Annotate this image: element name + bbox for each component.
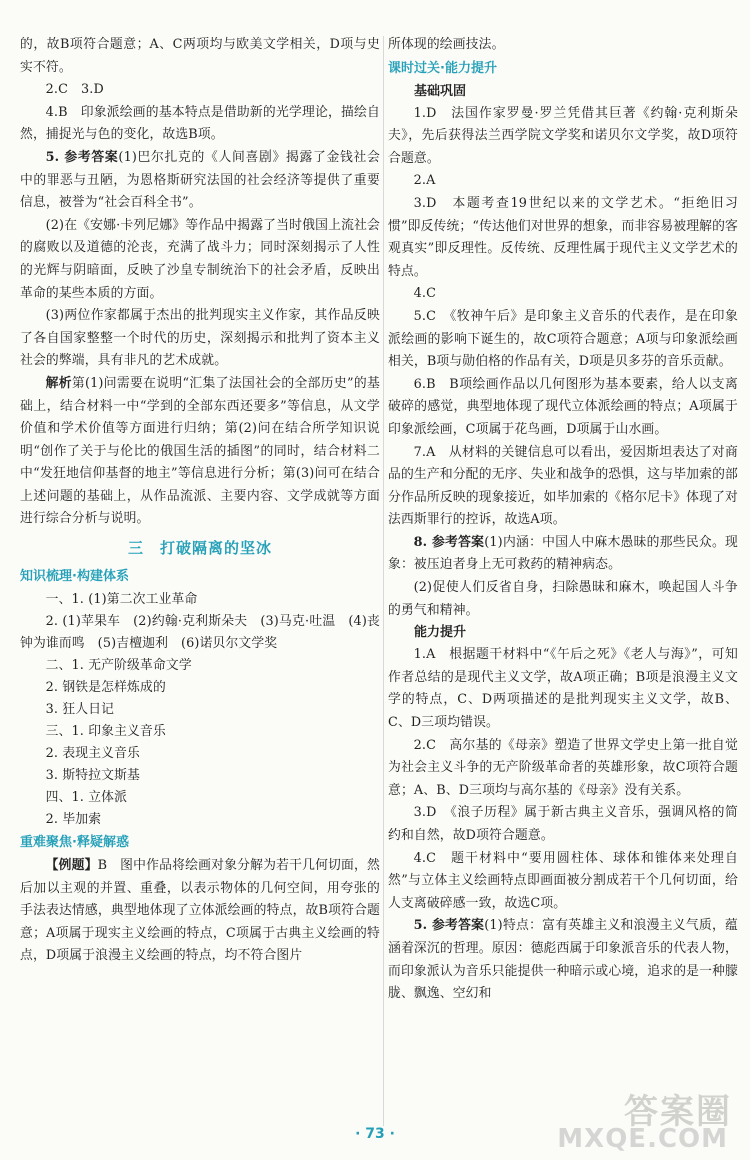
knowledge-item: 3. 狂人日记 xyxy=(45,702,115,718)
basic-answer: 1.D 法国作家罗曼·罗兰凭借其巨著《约翰·克利斯朵夫》，先后获得法兰西学院文学奖和诺贝尔文学奖，故D项符合题意。 xyxy=(388,105,738,166)
basic-answer: 7.A 从材料的关键信息可以看出，爱因斯坦表达了对商品的生产和分配的无序、失业和战争的恐惧，这与毕加索的部分作品所反映的现象接近，如毕加索的《格尔尼卡》体现了对法西斯罪行的控诉，故选A项。 xyxy=(388,444,738,528)
ability-answer: 1.A 根据题干材料中“《午后之死》《老人与海》”，可知作者总结的是现代主义文学，故A项正确；B项是浪漫主义文学的特点，C、D两项描述的是批判现实主义文学，故B、C、D三项均错误。 xyxy=(388,647,738,731)
knowledge-item: 三、1. 印象主义音乐 xyxy=(45,724,166,740)
ability-answer-5 xyxy=(388,915,738,1005)
knowledge-item: 2. 毕加索 xyxy=(45,812,102,828)
watermark-url: MXQE.COM xyxy=(557,1124,728,1154)
focus-heading: 重难聚焦·释疑解惑 xyxy=(20,835,129,851)
basic-answer-8-text: (1)内涵：中国人中麻木愚昧的那些民众。现象：被压迫者身上无可救药的精神病态。 xyxy=(388,534,738,573)
answer-5-label: 5. 参考答案 xyxy=(45,149,119,165)
left-column xyxy=(20,34,380,968)
example-text: B 图中作品将绘画对象分解为若干几何切面，然后加以主观的并置、重叠，以表示物体的几何空间，用夸张的手法表达情感，典型地体现了立体派绘画的特点，故B项符合题意；A项属于现实主义绘画的特点，C项属于古典主义绘画的特点，D项属于浪漫主义绘画的特点，均不符合图片 xyxy=(20,858,380,964)
basic-answer-8-label: 8. 参考答案 xyxy=(413,534,485,550)
knowledge-item: 二、1. 无产阶级革命文学 xyxy=(45,658,192,674)
analysis-text: 第(1)问需要在说明“汇集了法国社会的全部历史”的基础上，结合材料一中“学到的全部东西还要多”等信息，从文学价值和学术价值等方面进行归纳；第(2)问在结合所学知识说明“创作了关于与伦比的俄国生活的插图”的同时，结合材料二中“发狂地信仰基督的地主”等信息进行分析；第(3)问可在结合上述问题的基础上，从作品流派、主要内容、文学成就等方面进行综合分析与说明。 xyxy=(20,375,380,527)
continued-text: 所体现的绘画技法。 xyxy=(388,37,505,52)
practice-heading: 课时过关·能力提升 xyxy=(388,60,497,76)
basic-answer-8-part-2: (2)促使人们反省自身，扫除愚昧和麻木，唤起国人斗争的勇气和精神。 xyxy=(388,580,738,618)
knowledge-item: 3. 斯特拉文斯基 xyxy=(45,768,141,784)
ability-answer: 3.D 《浪子历程》属于新古典主义音乐，强调风格的简约和自然，故D项符合题意。 xyxy=(388,805,738,843)
analysis-label: 解析 xyxy=(45,375,72,391)
left-para-1: 的，故B项符合题意；A、C两项均与欧美文学相关，D项与史实不符。 xyxy=(20,37,380,75)
answer-2-3: 2.C 3.D xyxy=(45,82,104,98)
knowledge-item: 2. 表现主义音乐 xyxy=(45,746,141,762)
knowledge-item: 2. (1)苹果车 (2)约翰·克利斯朵夫 (3)马克·吐温 (4)丧钟为谁而鸣 (5)吉檀迦利 (6)诺贝尔文学奖 xyxy=(20,614,380,652)
basic-answer: 3.D 本题考查19世纪以来的文学艺术。“拒绝旧习惯”即反传统；“传达他们对世界的想象，而非容易被理解的客观真实”即反理性。反传统、反理性属于现代主义文学艺术的特点。 xyxy=(388,195,739,279)
knowledge-item: 四、1. 立体派 xyxy=(45,790,128,806)
knowledge-heading: 知识梳理·构建体系 xyxy=(20,569,129,585)
example xyxy=(20,855,380,968)
basic-answer: 4.C xyxy=(413,286,437,302)
ability-answer-5-text: (1)特点：富有英雄主义和浪漫主义气质，蕴涵着深沉的哲理。原因：德彪西属于印象派音乐的代表人物，而印象派认为音乐只能提供一种暗示或心境，追求的是一种朦胧、飘逸、空幻和 xyxy=(388,918,738,1002)
answer-5-part-1 xyxy=(20,147,380,215)
basic-heading: 基础巩固 xyxy=(414,83,467,99)
column-divider xyxy=(383,36,384,1126)
answer-4: 4.B 印象派绘画的基本特点是借助新的光学理论，描绘自然，捕捉光与色的变化，故选B项。 xyxy=(20,104,380,143)
ability-answer: 2.C 高尔基的《母亲》塑造了世界文学史上第一批自觉为社会主义斗争的无产阶级革命者的英雄形象，故C项符合题意；A、B、D三项均与高尔基的《母亲》没有关系。 xyxy=(388,737,738,798)
page-number: · 73 · xyxy=(355,1126,395,1142)
ability-answer-5-label: 5. 参考答案 xyxy=(413,918,485,934)
answer-5-part-2: (2)在《安娜·卡列尼娜》等作品中揭露了当时俄国上流社会的腐败以及道德的沦丧，充满了战斗力；同时深刻揭示了人性的光辉与阴暗面，反映了沙皇专制统治下的社会矛盾，反映出革命的某些本质的方面。 xyxy=(20,217,380,301)
basic-answer: 5.C 《牧神午后》是印象主义音乐的代表作，是在印象派绘画的影响下诞生的，故C项符合题意；A项与印象派绘画相关，B项与勋伯格的作品有关，D项是贝多芬的音乐贡献。 xyxy=(388,308,738,370)
right-column xyxy=(388,34,738,1006)
basic-answer-8-part-1 xyxy=(388,532,738,577)
answer-5-part-3: (3)两位作家都属于杰出的批判现实主义作家，其作品反映了各自国家整整一个时代的历史，深刻揭示和批判了资本主义社会的弊端，具有非凡的艺术成就。 xyxy=(20,308,380,369)
section-title: 三 打破隔离的坚冰 xyxy=(127,539,272,558)
example-label: 【例题】 xyxy=(45,858,98,874)
ability-heading: 能力提升 xyxy=(414,625,467,641)
ability-answer: 4.C 题干材料中“要用圆柱体、球体和锥体来处理自然”与立体主义绘画特点即画面被分割成若干个几何切面，给人支离破碎感一致，故选C项。 xyxy=(388,850,738,911)
answer-5-text-1: (1)巴尔扎克的《人间喜剧》揭露了金钱社会中的罪恶与丑陋，为恩格斯研究法国的社会经济等提供了重要信息，被誉为“社会百科全书”。 xyxy=(20,149,380,211)
knowledge-item: 2. 钢铁是怎样炼成的 xyxy=(45,680,166,696)
basic-answer: 6.B B项绘画作品以几何图形为基本要素，给人以支离破碎的感觉，典型地体现了现代立体派绘画的特点；A项属于印象派绘画，C项属于花鸟画，D项属于山水画。 xyxy=(388,376,738,437)
analysis xyxy=(20,373,380,531)
watermark xyxy=(557,1084,732,1154)
knowledge-item: 一、1. (1)第二次工业革命 xyxy=(45,592,198,608)
watermark-logo: 答案圈 xyxy=(624,1092,732,1132)
basic-answer: 2.A xyxy=(413,173,436,189)
